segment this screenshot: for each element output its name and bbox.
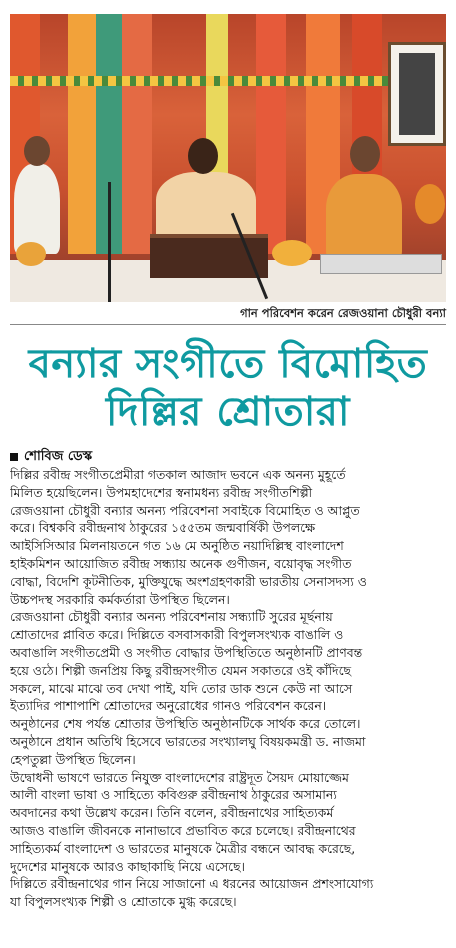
article-line: দিল্লিতে রবীন্দ্রনাথের গান নিয়ে সাজানো এ ধরনের আয়োজন প্রশংসাযোগ্য [10,876,374,892]
article-line: সাহিত্যকর্ম বাংলাদেশ ও ভারতের মানুষকে মৈত্রীর বন্ধনে আবদ্ধ করেছে, [10,840,356,856]
article-line: আইসিসিআর মিলনায়তনে গত ১৬ মে অনুষ্ঠিত নয়াদিল্লিস্থ বাংলাদেশ [10,538,344,554]
garland [10,76,446,86]
concert-photo [10,14,446,302]
portrait-frame [388,42,446,146]
byline [10,447,446,468]
curtain [256,14,286,254]
article-line: যা বিপুলসংখ্যক শিল্পী ও শ্রোতাকে মুগ্ধ করেছে। [10,894,237,910]
article-line: আজও বাঙালি জীবনকে নানাভাবে প্রভাবিত করে চলেছে। রবীন্দ্রনাথের [10,822,356,838]
head [350,136,380,172]
photo-caption: গান পরিবেশন করেন রেজওয়ানা চৌধুরী বন্যা [240,306,446,320]
article-line: মিলিত হয়েছিলেন। উপমহাদেশের স্বনামধন্য রবীন্দ্র সংগীতশিল্পী [10,484,313,500]
article-body [10,466,448,911]
article-line: ইত্যাদির পাশাপাশি শ্রোতাদের অনুরোধের গানও পরিবেশন করেন। [10,698,327,714]
article-line: অবাঙালি সংগীতপ্রেমী ও সংগীত বোদ্ধার উপস্থিতিতে অনুষ্ঠানটি প্রাণবন্ত [10,644,363,660]
article-line: হয়ে ওঠে। শিল্পী জনপ্রিয় কিছু রবীন্দ্রসংগীত যেমন সকাতরে ওই কাঁদিছে [10,662,352,678]
article-line: শ্রোতাদের প্লাবিত করে। দিল্লিতে বসবাসকারী বিপুলসংখ্যক বাঙালি ও [10,627,344,643]
article-line: সকলে, মাঝে মাঝে তব দেখা পাই, যদি তোর ডাক শুনে কেউ না আসে [10,680,353,696]
curtain [122,14,152,254]
article-line: রেজওয়ানা চৌধুরী বন্যার অনন্য পরিবেশনা সবাইকে বিমোহিত ও আপ্লুত [10,502,360,518]
mic-stand [108,182,111,302]
headline [10,340,446,436]
head [188,138,218,174]
bullet-icon [10,453,18,461]
musician-right [326,174,402,260]
article-line: করে। বিশ্বকবি রবীন্দ্রনাথ ঠাকুরের ১৫৫তম জন্মবার্ষিকী উপলক্ষে [10,520,316,536]
article-line: অবদানের কথা উল্লেখ করেন। তিনি বলেন, রবীন্দ্রনাথের সাহিত্যকর্ম [10,805,334,821]
headline-line-2: দিল্লির শ্রোতারা [106,389,350,435]
flowers [16,242,46,266]
flowers [415,184,445,224]
article-line: হাইকমিশন আয়োজিত রবীন্দ্র সন্ধ্যায় অনেক গুণীজন, বয়োবৃদ্ধ সংগীত [10,555,352,571]
flowers [272,240,312,266]
headline-line-1: বন্যার সংগীতে বিমোহিত [28,341,428,387]
keyboard [320,254,442,274]
article-line: অনুষ্ঠানের শেষ পর্যন্ত শ্রোতার উপস্থিতি অনুষ্ঠানটিকে সার্থক করে তোলে। [10,716,361,732]
article-line: দুদেশের মানুষকে আরও কাছাকাছি নিয়ে এসেছে। [10,858,245,874]
article-line: উচ্চপদস্থ সরকারি কর্মকর্তারা উপস্থিত ছিলেন। [10,591,230,607]
article-line: দিল্লির রবীন্দ্র সংগীতপ্রেমীরা গতকাল আজাদ ভবনে এক অনন্য মুহূর্তে [10,467,346,482]
article-line: রেজওয়ানা চৌধুরী বন্যার অনন্য পরিবেশনায় সন্ধ্যাটি সুরের মূর্ছনায় [10,609,333,625]
head [24,136,50,166]
article-line: উদ্বোধনী ভাষণে ভারতে নিযুক্ত বাংলাদেশের রাষ্ট্রদূত সৈয়দ মোয়াজ্জেম [10,769,349,785]
byline-text: শোবিজ ডেস্ক [24,449,93,464]
article-line: অনুষ্ঠানে প্রধান অতিথি হিসেবে ভারতের সংখ্যালঘু বিষয়কমন্ত্রী ড. নাজমা [10,733,366,749]
article-line: হেপতুল্লা উপস্থিত ছিলেন। [10,751,136,767]
curtain [68,14,96,254]
article-line: আলী বাংলা ভাষা ও সাহিত্যে কবিগুরু রবীন্দ্রনাথ ঠাকুরের অসামান্য [10,787,337,803]
musician-left [14,164,60,254]
article-line: বোদ্ধা, বিদেশি কূটনীতিক, মুক্তিযুদ্ধে অংশগ্রহণকারী ভারতীয় সেনাসদস্য ও [10,573,367,589]
divider [10,324,446,325]
